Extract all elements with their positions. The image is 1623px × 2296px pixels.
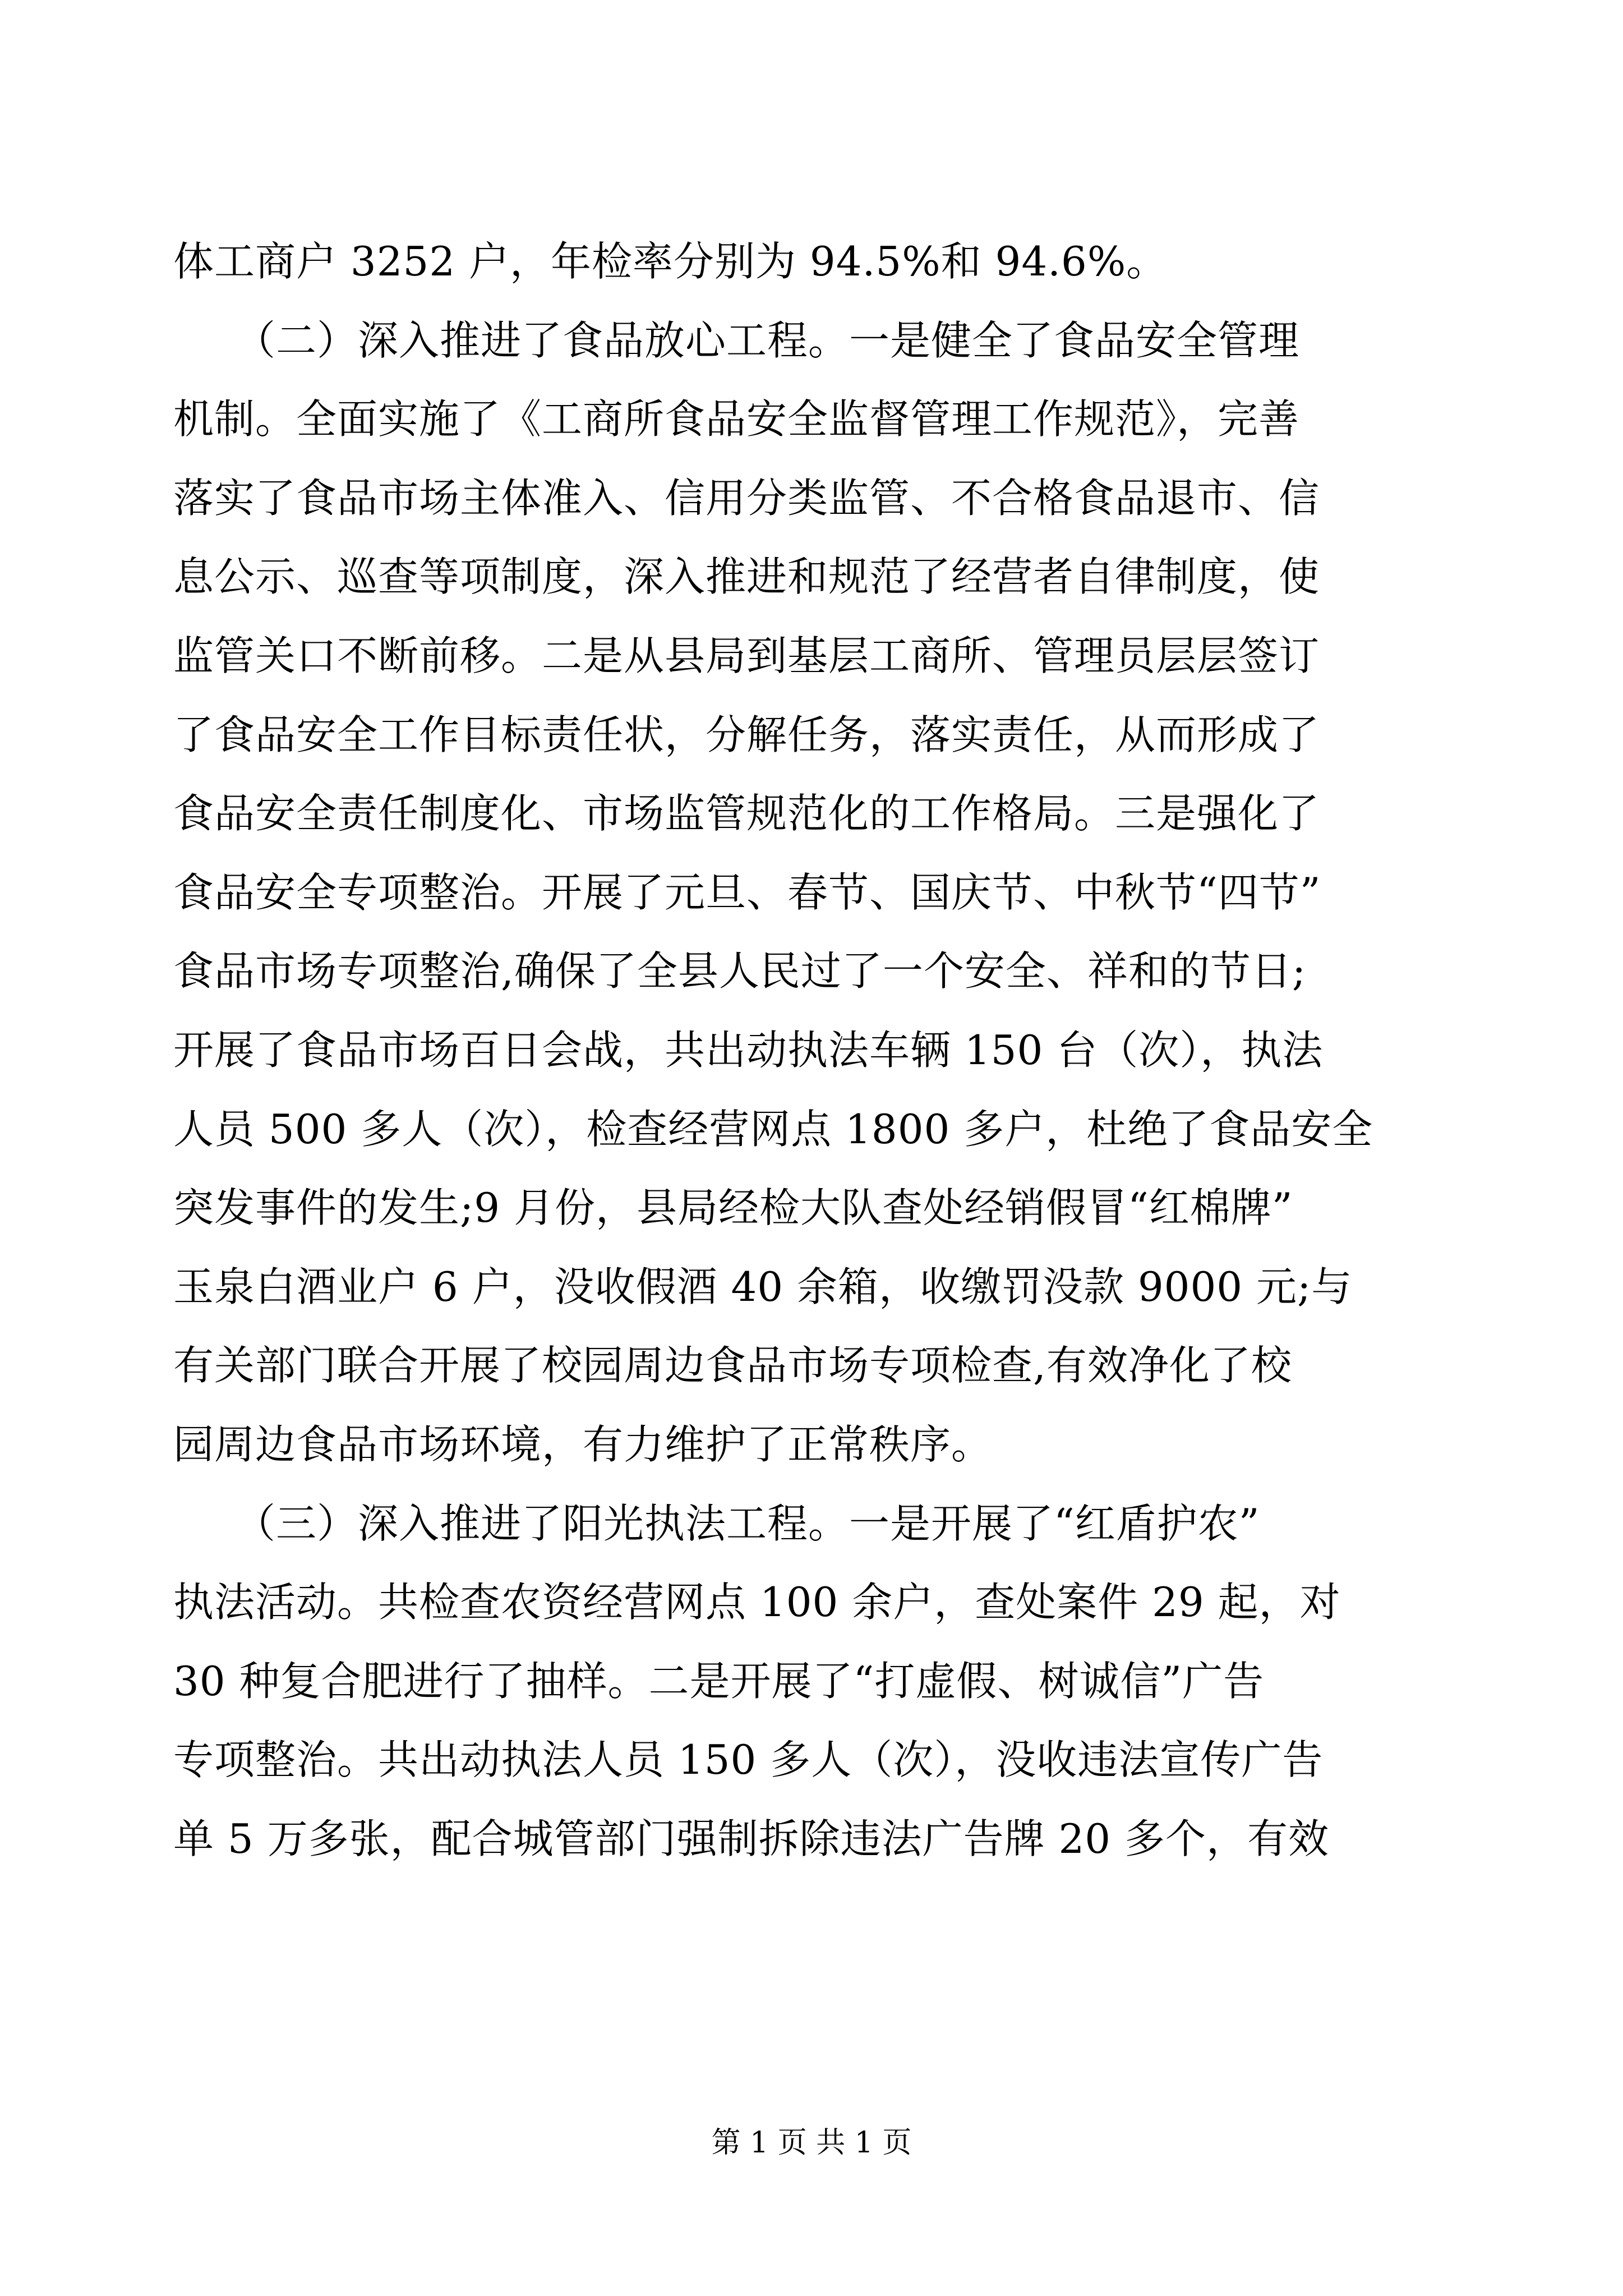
- text-line: 园周边食品市场环境，有力维护了正常秩序。: [173, 1420, 993, 1468]
- text-line: 食品安全责任制度化、市场监管规范化的工作格局。三是强化了: [173, 790, 1320, 838]
- text-line: 单 5 万多张，配合城管部门强制拆除违法广告牌 20 多个，有效: [173, 1815, 1329, 1862]
- text-line: 执法活动。共检查农资经营网点 100 余户，查处案件 29 起，对: [173, 1579, 1341, 1626]
- text-line: 落实了食品市场主体准入、信用分类监管、不合格食品退市、信: [173, 474, 1320, 522]
- text-line: 有关部门联合开展了校园周边食品市场专项检查,有效净化了校: [173, 1342, 1292, 1389]
- page-footer: [0, 2123, 1623, 2162]
- text-line: 体工商户 3252 户，年检率分别为 94.5%和 94.6%。: [173, 238, 1168, 285]
- body-text: [173, 222, 1441, 1878]
- page-number-label: 第 1 页 共 1 页: [711, 2126, 912, 2160]
- text-line: 开展了食品市场百日会战，共出动执法车辆 150 台（次），执法: [173, 1026, 1324, 1074]
- text-line: 玉泉白酒业户 6 户，没收假酒 40 余箱，收缴罚没款 9000 元;与: [173, 1263, 1353, 1310]
- text-line: 了食品安全工作目标责任状，分解任务，落实责任，从而形成了: [173, 711, 1320, 758]
- text-line: 专项整治。共出动执法人员 150 多人（次），没收违法宣传广告: [173, 1736, 1324, 1784]
- text-line: （三）深入推进了阳光执法工程。一是开展了“红盾护农”: [173, 1499, 1260, 1547]
- text-line: 人员 500 多人（次），检查经营网点 1800 多户，杜绝了食品安全: [173, 1105, 1373, 1153]
- text-line: 息公示、巡查等项制度，深入推进和规范了经营者自律制度，使: [173, 553, 1320, 601]
- text-line: 监管关口不断前移。二是从县局到基层工商所、管理员层层签订: [173, 632, 1320, 679]
- text-line: 突发事件的发生;9 月份，县局经检大队查处经销假冒“红棉牌”: [173, 1184, 1293, 1232]
- text-line: 机制。全面实施了《工商所食品安全监督管理工作规范》，完善: [173, 395, 1300, 443]
- text-line: （二）深入推进了食品放心工程。一是健全了食品安全管理: [173, 316, 1300, 364]
- text-line: 30 种复合肥进行了抽样。二是开展了“打虚假、树诚信”广告: [173, 1657, 1265, 1705]
- text-line: 食品安全专项整治。开展了元旦、春节、国庆节、中秋节“四节”: [173, 868, 1321, 916]
- text-line: 食品市场专项整治,确保了全县人民过了一个安全、祥和的节日;: [173, 947, 1307, 995]
